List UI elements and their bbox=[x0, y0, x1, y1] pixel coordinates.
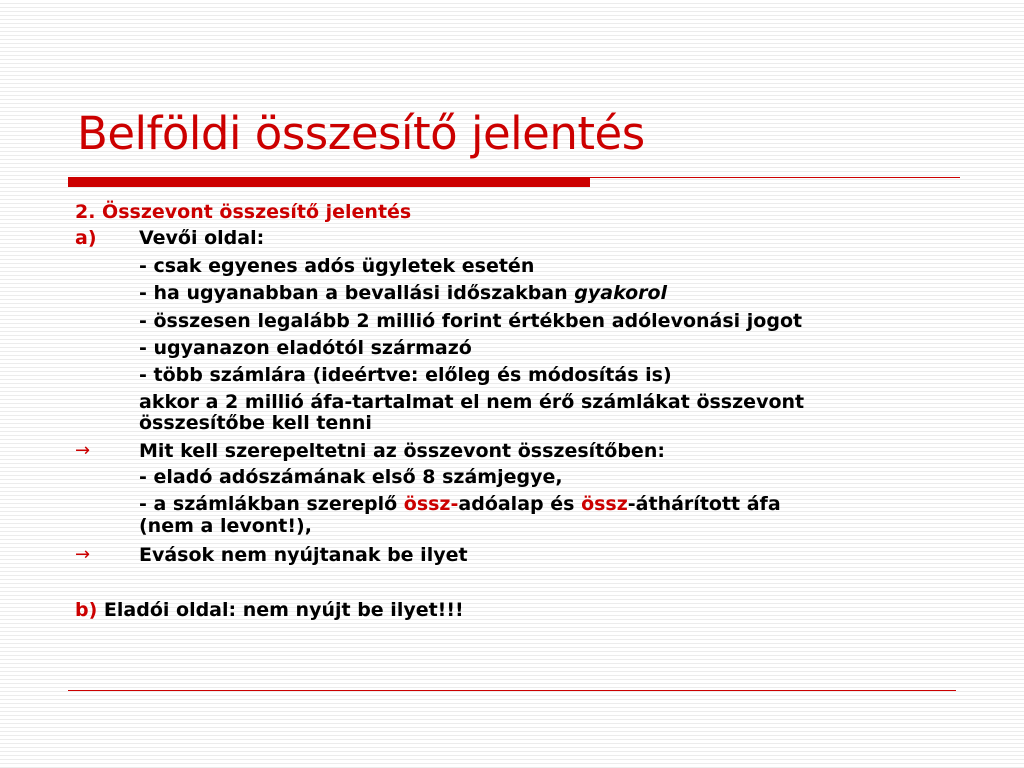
section-a-label: Vevői oldal: bbox=[139, 227, 265, 249]
section-a-marker: a) bbox=[75, 227, 97, 249]
arrow-1-item-1: - eladó adószámának első 8 számjegye, bbox=[139, 466, 563, 488]
arrow-1-item-2-part-3: -áthárított áfa bbox=[627, 493, 781, 515]
section-a-item-2 bbox=[139, 283, 667, 303]
section-a-item-1: - csak egyenes adós ügyletek esetén bbox=[139, 255, 535, 277]
slide-title: Belföldi összesítő jelentés bbox=[77, 107, 645, 160]
section-a-item-3: - összesen legalább 2 millió forint értékben adólevonási jogot bbox=[139, 310, 803, 332]
section-b-text: Eladói oldal: nem nyújt be ilyet!!! bbox=[103, 599, 464, 621]
section-a-summary-line-1: akkor a 2 millió áfa-tartalmat el nem érő számlákat összevont bbox=[139, 391, 805, 413]
section-b-marker: b) bbox=[75, 599, 98, 621]
arrow-1-item-2 bbox=[139, 494, 781, 514]
arrow-1-item-2-part-2: adóalap és bbox=[458, 493, 575, 515]
arrow-1-item-2-line-2: (nem a levont!), bbox=[139, 515, 312, 537]
section-b bbox=[75, 600, 464, 620]
section-a-summary-line-2: összesítőbe kell tenni bbox=[139, 412, 372, 434]
arrow-2-text: Evások nem nyújtanak be ilyet bbox=[139, 544, 468, 566]
section-a-item-5: - több számlára (ideértve: előleg és módosítás is) bbox=[139, 364, 672, 386]
arrow-1-item-2-red-2: össz bbox=[581, 493, 628, 515]
section-heading: 2. Összevont összesítő jelentés bbox=[75, 201, 412, 223]
section-a-item-2-italic: gyakorol bbox=[574, 282, 668, 304]
section-a-item-2-text: - ha ugyanabban a bevallási időszakban bbox=[139, 282, 568, 304]
section-a-item-4: - ugyanazon eladótól származó bbox=[139, 337, 472, 359]
arrow-1-item-2-part-1: - a számlákban szereplő bbox=[139, 493, 398, 515]
arrow-right-icon: → bbox=[75, 440, 91, 461]
arrow-1-item-2-red-1: össz- bbox=[403, 493, 459, 515]
arrow-1-text: Mit kell szerepeltetni az összevont összesítőben: bbox=[139, 440, 665, 462]
arrow-right-icon: → bbox=[75, 544, 91, 565]
footer-rule bbox=[68, 690, 956, 691]
